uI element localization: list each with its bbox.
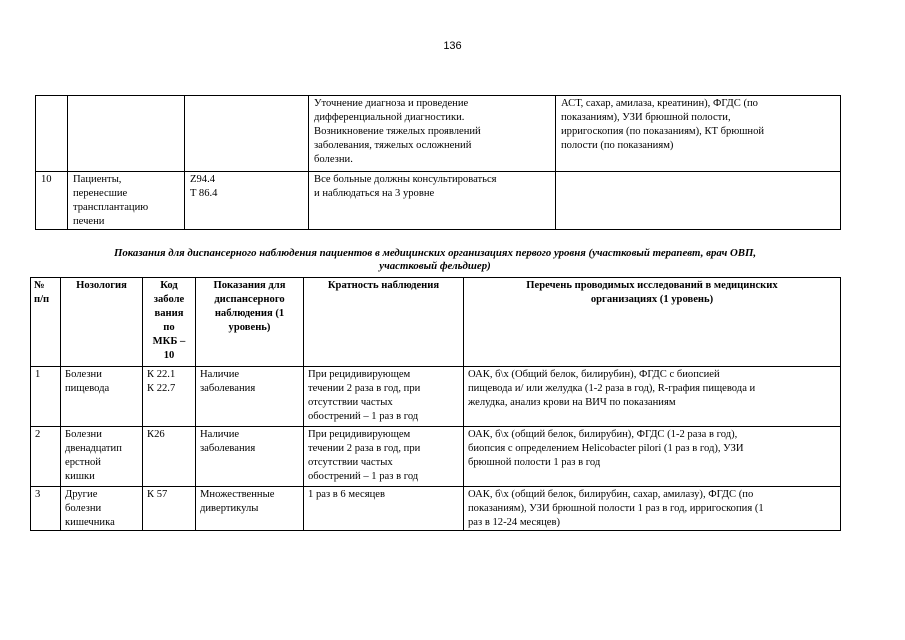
indications-cell: Наличие заболевания xyxy=(196,367,304,427)
indications-cell: Наличие заболевания xyxy=(196,427,304,487)
indications-cell: Множественные дивертикулы xyxy=(196,487,304,531)
nosology-cell: Болезни двенадцатип ерстной кишки xyxy=(61,427,143,487)
studies-cell: ОАК, б\х (общий белок, билирубин, сахар, амилазу), ФГДС (по показаниям), УЗИ брюшной полости 1 раз в год, ирригоскопия (1 раз в 12-24 месяцев) xyxy=(464,487,841,531)
table-row xyxy=(36,96,841,172)
page-number: 136 xyxy=(443,40,462,52)
table-row xyxy=(36,172,841,230)
icd-code-cell: К 22.1 К 22.7 xyxy=(143,367,196,427)
nosology-cell: Другие болезни кишечника xyxy=(61,487,143,531)
studies-cell: ОАК, б\х (общий белок, билирубин), ФГДС (1-2 раза в год), биопсия с определением Helicobacter pilori (1 раз в год), УЗИ брюшной полости 1 раз в год xyxy=(464,427,841,487)
section-title: Показания для диспансерного наблюдения пациентов в медицинских организациях первого уровня (участковый терапевт, врач ОВП, участковый фельдшер) xyxy=(113,247,757,272)
icd-code-cell: К26 xyxy=(143,427,196,487)
row-number: 2 xyxy=(31,427,61,487)
nosology-cell: Болезни пищевода xyxy=(61,367,143,427)
frequency-cell: 1 раз в 6 месяцев xyxy=(304,487,464,531)
icd-code-cell xyxy=(185,96,309,172)
continuation-table xyxy=(35,95,841,230)
row-number xyxy=(36,96,68,172)
header-num: № п/п xyxy=(31,278,61,367)
row-number: 3 xyxy=(31,487,61,531)
table-row xyxy=(31,427,841,487)
header-studies: Перечень проводимых исследований в медицинских организациях (1 уровень) xyxy=(464,278,841,367)
table-header-row xyxy=(31,278,841,367)
dispensary-observation-table xyxy=(30,277,841,531)
studies-cell: ОАК, б\х (Общий белок, билирубин), ФГДС с биопсией пищевода и/ или желудка (1-2 раза в год), R-графия пищевода и желудка, анализ крови на ВИЧ по показаниям xyxy=(464,367,841,427)
indications-cell: Уточнение диагноза и проведение дифференциальной диагностики. Возникновение тяжелых проявлений заболевания, тяжелых осложнений болезни. xyxy=(309,96,556,172)
row-number: 1 xyxy=(31,367,61,427)
table-row xyxy=(31,367,841,427)
icd-code-cell: К 57 xyxy=(143,487,196,531)
icd-code-cell: Z94.4 T 86.4 xyxy=(185,172,309,230)
studies-cell xyxy=(556,172,841,230)
studies-cell: АСТ, сахар, амилаза, креатинин), ФГДС (по показаниям), УЗИ брюшной полости, ирригоскопия (по показаниям), КТ брюшной полости (по показаниям) xyxy=(556,96,841,172)
indications-cell: Все больные должны консультироваться и наблюдаться на 3 уровне xyxy=(309,172,556,230)
frequency-cell: При рецидивирующем течении 2 раза в год, при отсутствии частых обострений – 1 раз в год xyxy=(304,427,464,487)
nosology-cell: Пациенты, перенесшие трансплантацию печени xyxy=(68,172,185,230)
frequency-cell: При рецидивирующем течении 2 раза в год, при отсутствии частых обострений – 1 раз в год xyxy=(304,367,464,427)
row-number: 10 xyxy=(36,172,68,230)
nosology-cell xyxy=(68,96,185,172)
header-indications: Показания для диспансерного наблюдения (1 уровень) xyxy=(196,278,304,367)
table-row xyxy=(31,487,841,531)
header-icd-code: Код заболе вания по МКБ – 10 xyxy=(143,278,196,367)
header-frequency: Кратность наблюдения xyxy=(304,278,464,367)
header-nosology: Нозология xyxy=(61,278,143,367)
